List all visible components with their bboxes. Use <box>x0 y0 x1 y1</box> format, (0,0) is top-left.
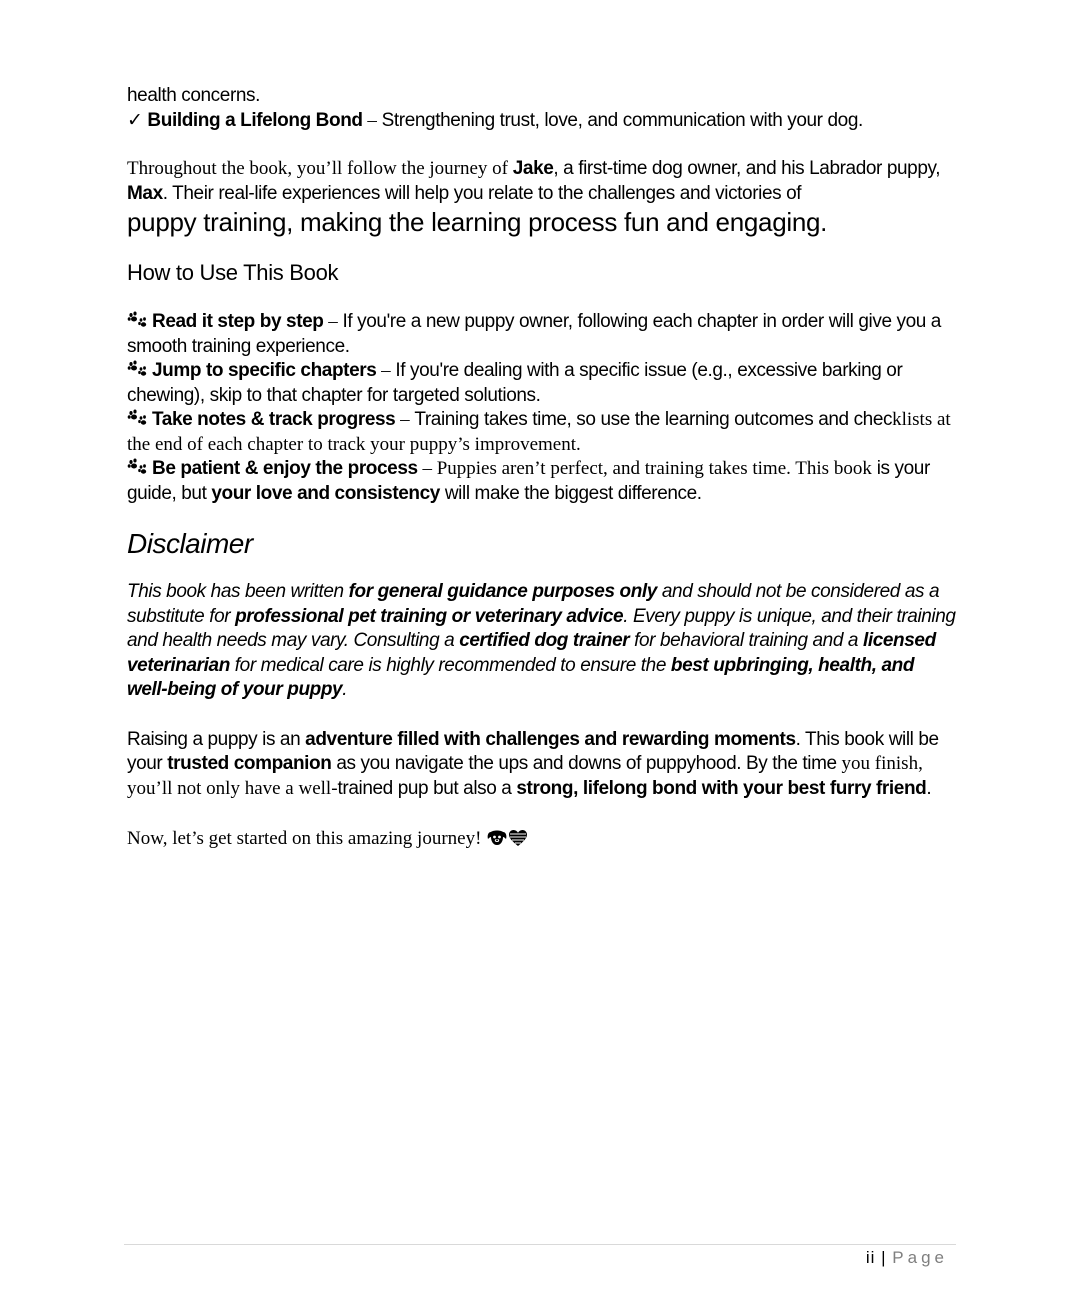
disc-bold: professional pet training or veterinary advice <box>235 605 624 627</box>
dog-face-icon <box>486 829 508 847</box>
raising-text: . <box>926 777 932 799</box>
disc-text: for medical care is highly recommended to ensure the <box>229 654 671 676</box>
disc-text: This book has been written <box>127 581 349 602</box>
item-text-b: klists at the end of each chapter to track your puppy’s improvement. <box>127 409 951 455</box>
page-number: ii <box>865 1248 876 1267</box>
check-mark-icon: ✓ <box>127 109 143 131</box>
raising-text: trained pup but also a <box>337 777 517 799</box>
how-to-item-jump-to-chapters <box>127 359 957 408</box>
item-text: If you're dealing with a specific issue (e.g., excessive barking or chewing), skip to that chapter for targeted solutions. <box>127 360 903 406</box>
disclaimer-paragraph <box>127 580 957 703</box>
disc-text: . Every puppy is unique, and their training and health needs may vary. Consulting a <box>127 605 956 651</box>
disc-text: for behavioral training and a <box>629 630 863 651</box>
journey-serif-text: Throughout the book, you’ll follow the journey of <box>127 158 513 179</box>
page-footer <box>866 1248 948 1268</box>
raising-paragraph <box>127 728 957 802</box>
max-name: Max <box>127 182 163 204</box>
item-bold: your love and consistency <box>211 482 440 504</box>
journey-paragraph <box>127 157 957 206</box>
raising-bold: strong, lifelong bond with your best furry friend <box>516 777 927 799</box>
item-text: If you're a new puppy owner, following each chapter in order will give you a smooth training experience. <box>127 311 941 357</box>
item-dash: – <box>376 360 396 381</box>
bond-text: Strengthening trust, love, and communication with your dog. <box>381 109 863 131</box>
intro-line: health concerns. <box>127 85 261 106</box>
raising-text: as you navigate the ups and downs of puppyhood. By the time <box>331 753 842 774</box>
disc-bold: certified dog trainer <box>459 630 630 651</box>
item-text-b: will make the biggest difference. <box>439 482 702 504</box>
item-title: Be patient & enjoy the process <box>152 458 418 479</box>
how-to-item-take-notes <box>127 408 957 457</box>
raising-bold: adventure filled with challenges and rewarding moments <box>305 728 796 750</box>
raising-text: Raising a puppy is an <box>127 728 306 750</box>
item-title: Take notes & track progress <box>152 409 396 430</box>
bond-dash: – <box>362 109 382 131</box>
jake-name: Jake <box>512 158 554 179</box>
how-to-heading: How to Use This Book <box>127 260 339 285</box>
item-title: Read it step by step <box>152 311 324 332</box>
item-dash: – <box>395 409 415 430</box>
journey-text-c: . Their real-life experiences will help you relate to the challenges and victories of <box>162 182 802 204</box>
item-dash: – <box>417 458 437 479</box>
bond-line <box>127 109 957 134</box>
heart-icon <box>508 829 528 847</box>
footer-separator: | <box>875 1248 893 1267</box>
item-text-a: is your guide, but <box>127 458 930 504</box>
raising-text: . This book will be your <box>127 728 939 774</box>
paw-prints-icon <box>127 409 149 427</box>
raising-serif-text: you finish, you’ll not only have a well- <box>127 753 923 799</box>
closing-text: Now, let’s get started on this amazing journey! <box>127 828 487 849</box>
paw-prints-icon <box>127 360 149 378</box>
document-page <box>127 84 957 852</box>
disc-bold: for general guidance purposes only <box>348 581 657 602</box>
disclaimer-heading: Disclaimer <box>127 528 253 559</box>
closing-line <box>127 827 957 852</box>
footer-divider <box>124 1244 956 1245</box>
disc-bold: best upbringing, health, and well-being of your puppy <box>127 654 915 700</box>
item-dash: – <box>323 311 343 332</box>
disc-bold: licensed veterinarian <box>127 630 936 676</box>
paw-prints-icon <box>127 311 149 329</box>
journey-large-text: puppy training, making the learning process fun and engaging. <box>127 207 828 237</box>
item-text-a: Training takes time, so use the learning outcomes and chec <box>414 409 893 430</box>
bond-title: Building a Lifelong Bond <box>147 109 363 131</box>
raising-bold: trusted companion <box>167 753 332 774</box>
disc-text: . <box>342 679 348 700</box>
how-to-item-step-by-step <box>127 310 957 359</box>
item-text-serif: Puppies aren’t perfect, and training takes time. This book <box>436 458 872 479</box>
paw-prints-icon <box>127 458 149 476</box>
how-to-item-be-patient <box>127 457 957 506</box>
disc-text: and should not be considered as a substitute for <box>127 581 940 627</box>
page-label: Page <box>892 1248 948 1267</box>
journey-text-b: , a first-time dog owner, and his Labrador puppy, <box>553 158 941 179</box>
item-title: Jump to specific chapters <box>152 360 377 381</box>
